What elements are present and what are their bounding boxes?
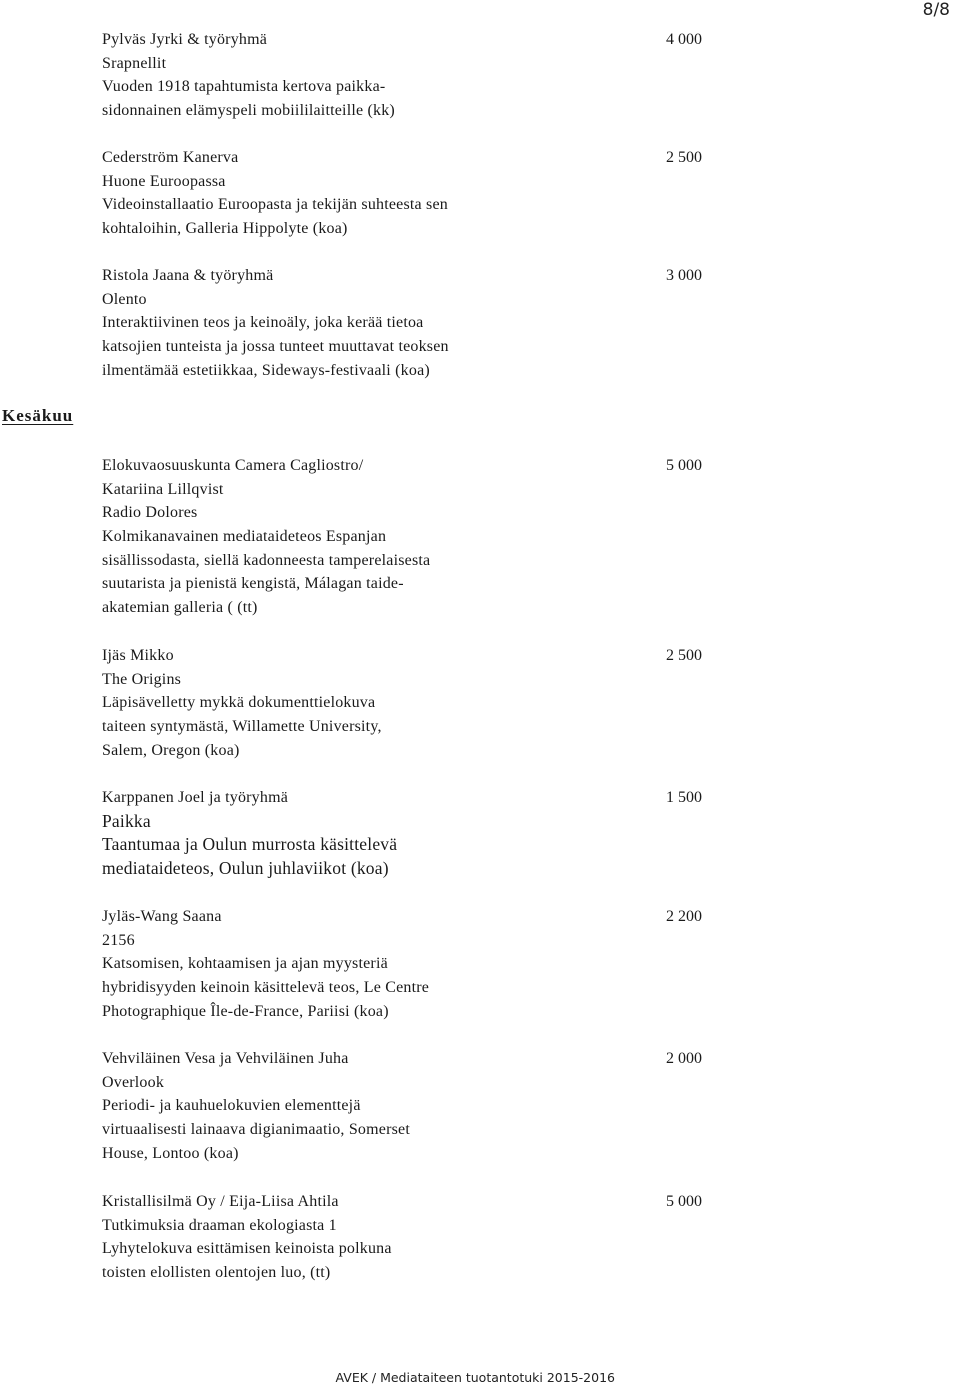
project-title: Srapnellit [102, 54, 167, 72]
project-description: Taantumaa ja Oulun murrosta käsittelevä [102, 834, 398, 855]
applicant-name: Cederström Kanerva [102, 149, 239, 166]
project-description: Interaktiivinen teos ja keinoäly, joka kerää tietoa [102, 314, 424, 332]
grant-amount: 5 000 [666, 1193, 702, 1210]
page-footer: AVEK / Mediataiteen tuotantotuki 2015-2016 [335, 1370, 615, 1385]
project-description: Periodi- ja kauhuelokuvien elementtejä [102, 1097, 361, 1115]
grant-entry [102, 28, 702, 123]
applicant-name: Kristallisilmä Oy / Eija-Liisa Ahtila [102, 1193, 339, 1210]
grant-entry [102, 644, 702, 762]
grant-amount: 4 000 [666, 31, 702, 48]
grant-amount: 2 200 [666, 908, 702, 925]
applicant-name: Jyläs-Wang Saana [102, 908, 222, 925]
project-title: Paikka [102, 810, 151, 831]
grant-amount: 3 000 [666, 267, 702, 284]
project-description: mediataideteos, Oulun juhlaviikot (koa) [102, 858, 389, 879]
grant-entry [102, 264, 702, 382]
grant-amount: 5 000 [666, 457, 702, 474]
project-description: ilmentämää estetiikkaa, Sideways-festivaali (koa) [102, 361, 430, 379]
project-description: House, Lontoo (koa) [102, 1144, 239, 1162]
project-description: Photographique Île-de-France, Pariisi (koa) [102, 1002, 389, 1020]
applicant-name: Pylväs Jyrki & työryhmä [102, 31, 268, 48]
project-title: Huone Euroopassa [102, 172, 226, 190]
project-description: Vuoden 1918 tapahtumista kertova paikka- [102, 78, 386, 96]
grant-entry [102, 905, 702, 1023]
grant-amount: 1 500 [666, 789, 702, 806]
grant-entry [102, 454, 702, 620]
project-description: sidonnainen elämyspeli mobiililaitteille (kk) [102, 102, 395, 120]
project-description: sisällissodasta, siellä kadonneesta tamperelaisesta [102, 551, 431, 569]
page-number: 8/8 [922, 0, 950, 20]
project-title: Radio Dolores [102, 504, 198, 522]
grant-entry [102, 786, 702, 881]
applicant-name: Karppanen Joel ja työryhmä [102, 789, 289, 806]
project-title: Tutkimuksia draaman ekologiasta 1 [102, 1216, 337, 1234]
project-description: Kolmikanavainen mediataideteos Espanjan [102, 528, 387, 546]
project-description: Lyhytelokuva esittämisen keinoista polkuna [102, 1240, 392, 1258]
project-description: Videoinstallaatio Euroopasta ja tekijän suhteesta sen [102, 196, 448, 214]
project-description: katsojien tunteista ja jossa tunteet muuttavat teoksen [102, 338, 449, 356]
project-description: Salem, Oregon (koa) [102, 741, 240, 759]
applicant-name: Elokuvaosuuskunta Camera Cagliostro/ [102, 457, 364, 474]
applicant-name: Ijäs Mikko [102, 647, 174, 664]
applicant-name: Ristola Jaana & työryhmä [102, 267, 274, 284]
project-title: Olento [102, 290, 147, 308]
project-description: akatemian galleria ( (tt) [102, 599, 258, 617]
project-description: taiteen syntymästä, Willamette University, [102, 718, 382, 736]
applicant-name: Vehviläinen Vesa ja Vehviläinen Juha [102, 1050, 349, 1067]
project-description: virtuaalisesti lainaava digianimaatio, Somerset [102, 1121, 410, 1139]
project-title: Overlook [102, 1073, 165, 1091]
project-description: suutarista ja pienistä kengistä, Málagan taide- [102, 575, 404, 593]
project-description: hybridisyyden keinoin käsittelevä teos, Le Centre [102, 979, 430, 997]
project-description: Katsomisen, kohtaamisen ja ajan myysteriä [102, 955, 388, 973]
grant-entry [102, 146, 702, 241]
grant-entry [102, 1047, 702, 1165]
grant-amount: 2 500 [666, 149, 702, 166]
project-description: toisten elollisten olentojen luo, (tt) [102, 1264, 331, 1282]
applicant-name-continued: Katariina Lillqvist [102, 480, 224, 498]
project-description: Läpisävelletty mykkä dokumenttielokuva [102, 694, 376, 712]
project-description: kohtaloihin, Galleria Hippolyte (koa) [102, 220, 348, 238]
grant-amount: 2 000 [666, 1050, 702, 1067]
section-heading-month: Kesäkuu [2, 406, 74, 425]
grant-amount: 2 500 [666, 647, 702, 664]
project-title: The Origins [102, 670, 182, 688]
grant-entry [102, 1190, 702, 1285]
project-title: 2156 [102, 931, 135, 949]
